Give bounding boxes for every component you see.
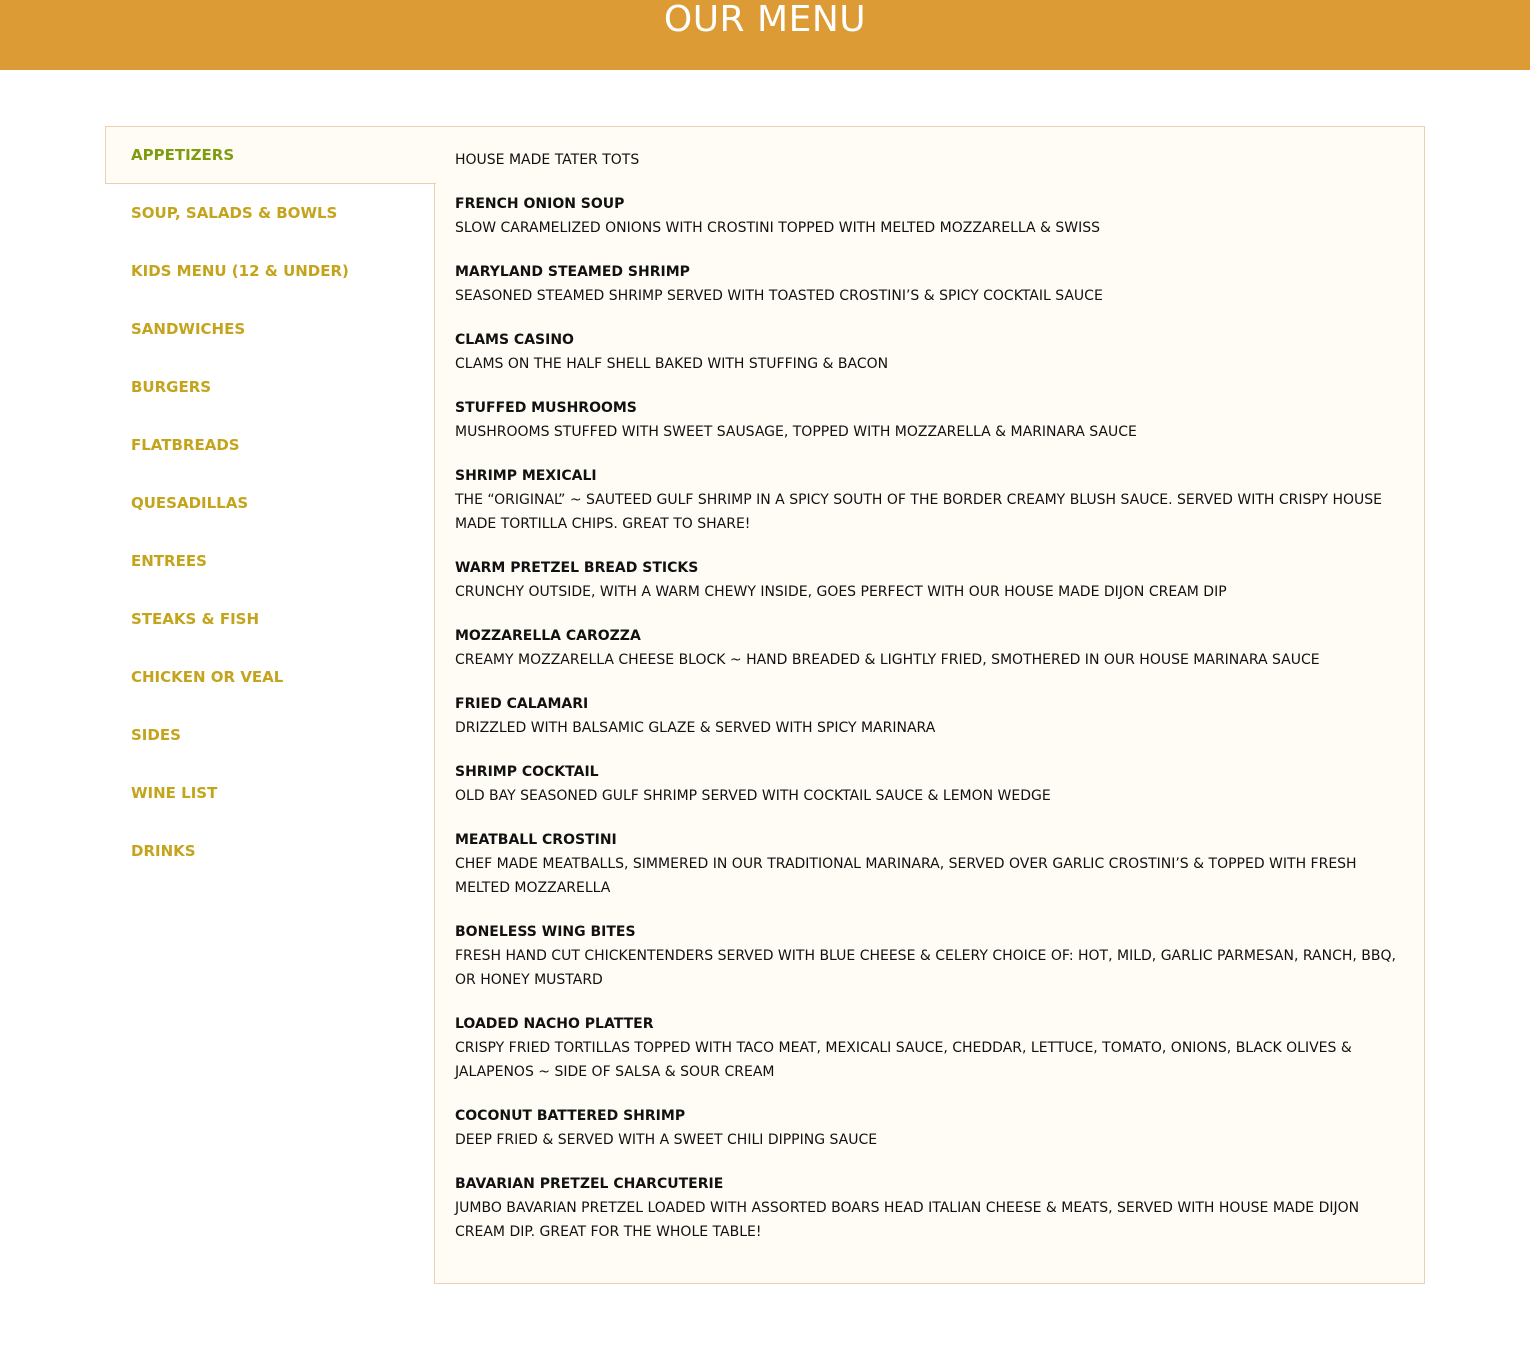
menu-item-name: SHRIMP COCKTAIL bbox=[455, 764, 599, 780]
menu-item bbox=[455, 760, 1404, 808]
menu-item-description: SLOW CARAMELIZED ONIONS WITH CROSTINI TOPPED WITH MELTED MOZZARELLA & SWISS bbox=[455, 220, 1101, 236]
tab-sandwiches[interactable]: SANDWICHES bbox=[131, 320, 246, 338]
header-banner bbox=[0, 0, 1530, 70]
menu-item-name: FRENCH ONION SOUP bbox=[455, 196, 625, 212]
menu-item bbox=[455, 624, 1404, 672]
tab-kids-menu[interactable]: KIDS MENU (12 & UNDER) bbox=[131, 262, 349, 280]
menu-item-description: CRISPY FRIED TORTILLAS TOPPED WITH TACO MEAT, MEXICALI SAUCE, CHEDDAR, LETTUCE, TOMATO, ONIONS, BLACK OLIVES & JALAPENOS ~ SIDE OF SALSA & SOUR CREAM bbox=[455, 1040, 1352, 1080]
tab-entrees[interactable]: ENTREES bbox=[131, 552, 207, 570]
tab-burgers[interactable]: BURGERS bbox=[131, 378, 212, 396]
menu-item-name: BAVARIAN PRETZEL CHARCUTERIE bbox=[455, 1176, 724, 1192]
tab-appetizers[interactable]: APPETIZERS bbox=[105, 126, 436, 184]
menu-item-name: MEATBALL CROSTINI bbox=[455, 832, 617, 848]
menu-item bbox=[455, 692, 1404, 740]
menu-item-description: THE “ORIGINAL” ~ SAUTEED GULF SHRIMP IN A SPICY SOUTH OF THE BORDER CREAMY BLUSH SAUCE. SERVED WITH CRISPY HOUSE MADE TORTILLA CHIPS. GREAT TO SHARE! bbox=[455, 492, 1383, 532]
menu-item bbox=[455, 260, 1404, 308]
appetizers-panel bbox=[434, 126, 1425, 1284]
tab-steaks-fish[interactable]: STEAKS & FISH bbox=[131, 610, 260, 628]
tab-quesadillas[interactable]: QUESADILLAS bbox=[131, 494, 249, 512]
tab-chicken-or-veal[interactable]: CHICKEN OR VEAL bbox=[131, 668, 284, 686]
menu-item-description: DRIZZLED WITH BALSAMIC GLAZE & SERVED WITH SPICY MARINARA bbox=[455, 720, 936, 736]
menu-item bbox=[455, 1012, 1404, 1084]
menu-item-name: CLAMS CASINO bbox=[455, 332, 574, 348]
menu-tabs-container bbox=[105, 126, 1425, 1284]
menu-item-name: MARYLAND STEAMED SHRIMP bbox=[455, 264, 690, 280]
menu-item-description: JUMBO BAVARIAN PRETZEL LOADED WITH ASSORTED BOARS HEAD ITALIAN CHEESE & MEATS, SERVED WITH HOUSE MADE DIJON CREAM DIP. GREAT FOR THE WHOLE TABLE! bbox=[455, 1200, 1360, 1240]
menu-item-name: WARM PRETZEL BREAD STICKS bbox=[455, 560, 699, 576]
menu-item-description: OLD BAY SEASONED GULF SHRIMP SERVED WITH COCKTAIL SAUCE & LEMON WEDGE bbox=[455, 788, 1051, 804]
tab-sides[interactable]: SIDES bbox=[131, 726, 181, 744]
menu-item bbox=[455, 396, 1404, 444]
menu-item-description: MUSHROOMS STUFFED WITH SWEET SAUSAGE, TOPPED WITH MOZZARELLA & MARINARA SAUCE bbox=[455, 424, 1137, 440]
tab-flatbreads[interactable]: FLATBREADS bbox=[131, 436, 240, 454]
menu-item-description: CHEF MADE MEATBALLS, SIMMERED IN OUR TRADITIONAL MARINARA, SERVED OVER GARLIC CROSTINI’S & TOPPED WITH FRESH MELTED MOZZARELLA bbox=[455, 856, 1357, 896]
tab-soup-salads-bowls[interactable]: SOUP, SALADS & BOWLS bbox=[131, 204, 338, 222]
menu-item bbox=[455, 192, 1404, 240]
menu-item-name: MOZZARELLA CAROZZA bbox=[455, 628, 641, 644]
menu-item-name: BONELESS WING BITES bbox=[455, 924, 636, 940]
menu-item bbox=[455, 920, 1404, 992]
menu-item-description: SEASONED STEAMED SHRIMP SERVED WITH TOASTED CROSTINI’S & SPICY COCKTAIL SAUCE bbox=[455, 288, 1103, 304]
menu-item bbox=[455, 1104, 1404, 1152]
menu-item-description: CLAMS ON THE HALF SHELL BAKED WITH STUFFING & BACON bbox=[455, 356, 889, 372]
menu-item-name: LOADED NACHO PLATTER bbox=[455, 1016, 654, 1032]
menu-item-name: COCONUT BATTERED SHRIMP bbox=[455, 1108, 686, 1124]
menu-item bbox=[455, 464, 1404, 536]
menu-item bbox=[455, 328, 1404, 376]
tab-drinks[interactable]: DRINKS bbox=[131, 842, 196, 860]
menu-item-description: HOUSE MADE TATER TOTS bbox=[455, 152, 640, 168]
menu-item-description: DEEP FRIED & SERVED WITH A SWEET CHILI DIPPING SAUCE bbox=[455, 1132, 878, 1148]
page-title: OUR MENU bbox=[663, 0, 867, 40]
menu-item-name: FRIED CALAMARI bbox=[455, 696, 589, 712]
menu-item-description: FRESH HAND CUT CHICKENTENDERS SERVED WITH BLUE CHEESE & CELERY CHOICE OF: HOT, MILD, GARLIC PARMESAN, RANCH, BBQ, OR HONEY MUSTARD bbox=[455, 948, 1396, 988]
tab-wine-list[interactable]: WINE LIST bbox=[131, 784, 218, 802]
menu-item-intro bbox=[455, 148, 1404, 172]
menu-item-name: STUFFED MUSHROOMS bbox=[455, 400, 637, 416]
menu-item bbox=[455, 1172, 1404, 1244]
menu-tab-list bbox=[105, 126, 435, 880]
menu-item-description: CRUNCHY OUTSIDE, WITH A WARM CHEWY INSIDE, GOES PERFECT WITH OUR HOUSE MADE DIJON CREAM DIP bbox=[455, 584, 1227, 600]
menu-item bbox=[455, 556, 1404, 604]
menu-item bbox=[455, 828, 1404, 900]
menu-item-description: CREAMY MOZZARELLA CHEESE BLOCK ~ HAND BREADED & LIGHTLY FRIED, SMOTHERED IN OUR HOUSE MARINARA SAUCE bbox=[455, 652, 1320, 668]
menu-item-name: SHRIMP MEXICALI bbox=[455, 468, 597, 484]
